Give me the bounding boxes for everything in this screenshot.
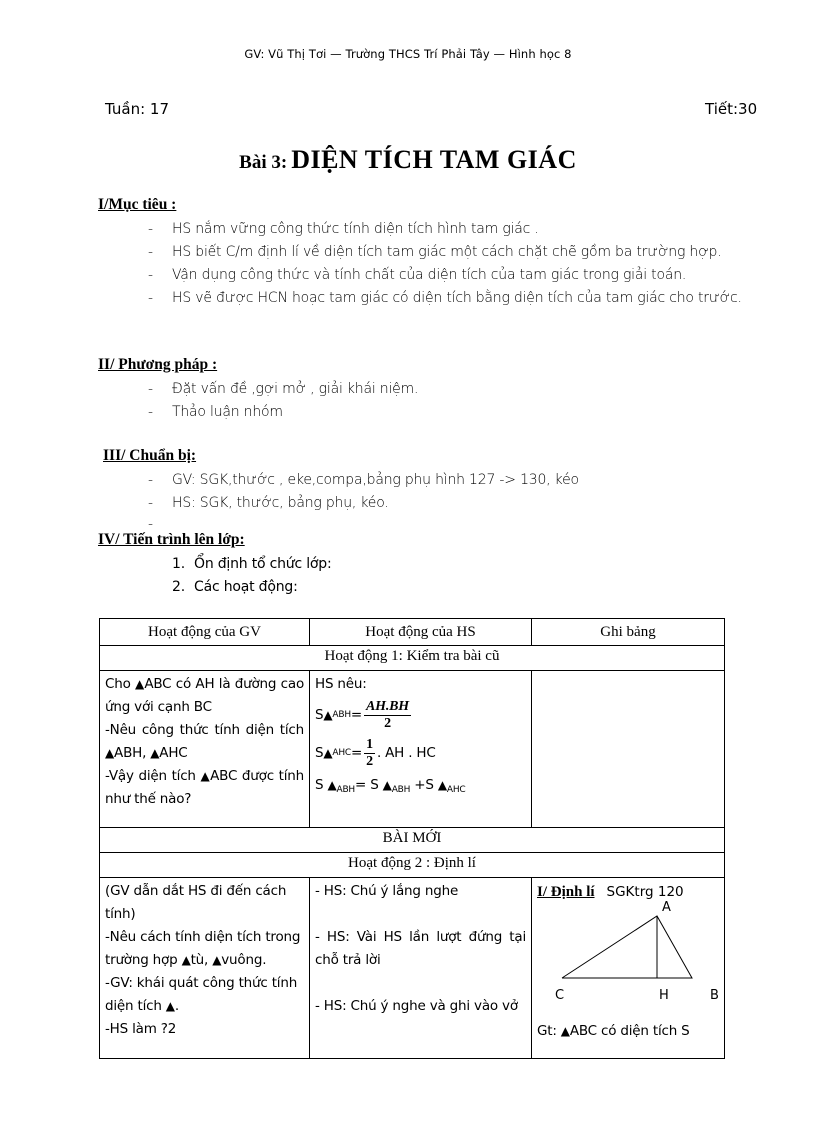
list-item: 1. Ổn định tổ chức lớp: [172,556,332,572]
col-header-hs: Hoạt động của HS [310,619,532,646]
given-line: Gt: ▲ABC có diện tích S [537,1023,690,1039]
list-item: - HS biết C/m định lí về diện tích tam giác một cách chặt chẽ gồm ba trường hợp. [148,244,722,260]
objectives-heading: I/Mục tiêu : [98,196,177,213]
list-item: - HS nắm vững công thức tính diện tích hình tam giác . [148,221,539,237]
prep-list: - GV: SGK,thước , eke,compa,bảng phụ hình 127 -> 130, kéo - HS: SGK, thước, bảng phụ, kéo. - [148,469,778,515]
new-lesson-title: BÀI MỚI [100,828,725,853]
triangle-icon: ▲ [212,953,222,967]
activity1-gv-cell: Cho ▲ABC có AH là đường cao ứng với cạnh BC -Nêu công thức tính diện tích ▲ABH, ▲AHC -Vậy diện tích ▲ABC được tính như thế nào? [100,671,310,828]
triangle-icon: ▲ [382,778,392,792]
procedure-steps [172,553,331,599]
triangle-icon: ▲ [150,746,160,760]
activity1-board-cell [532,671,725,828]
fraction: $\frac{1}{2}$ [366,736,373,769]
activity1-hs-cell: HS nêu: S ▲ ABH = $\frac{AH.BH}{2}$ S ▲ AHC = $\frac{1}{2}$ . AH . HC S $▲_{ABH}= S$ $▲_{ABH} +S$ $▲_{AHC}$ [310,671,532,828]
table-row [100,828,725,853]
col-header-gv: Hoạt động của GV [100,619,310,646]
vertex-c-label: C [555,988,565,1003]
triangle-icon: ▲ [200,769,211,783]
vertex-a-label: A [662,900,671,915]
method-heading: II/ Phương pháp : [98,356,218,373]
list-item: 2. Các hoạt động: [172,579,298,595]
col-header-board: Ghi bảng [532,619,725,646]
textbook-ref: SGKtrg 120 [606,884,684,900]
triangle-icon: ▲ [323,707,333,722]
page-header: GV: Vũ Thị Tơi — Trường THCS Trí Phải Tây — Hình học 8 [244,47,572,61]
activity2-board-cell [532,878,725,1059]
triangle-icon: ▲ [327,778,337,792]
list-item: - HS: SGK, thước, bảng phụ, kéo. [148,495,389,511]
week-label: Tuần: 17 [105,100,169,118]
triangle-icon: ▲ [105,746,115,760]
table-row [100,671,725,828]
formula-sum: S $▲_{ABH}= S$ $▲_{ABH} +S$ $▲_{AHC}$ [315,777,466,795]
table-row [100,878,725,1059]
triangle-icon: ▲ [135,677,145,691]
vertex-b-label: B [710,988,719,1003]
triangle-figure [537,900,719,1018]
list-item: - Đặt vấn đề ,gợi mở , giải khái niệm. [148,381,419,397]
activity1-title: Hoạt động 1: Kiểm tra bài cũ [100,646,725,671]
method-list [148,378,778,424]
vertex-h-label: H [659,988,669,1003]
list-item: - Vận dụng công thức và tính chất của diện tích của tam giác trong giải toán. [148,267,687,283]
procedure-heading: IV/ Tiến trình lên lớp: [98,531,245,548]
period-label: Tiết:30 [705,100,758,118]
page-title [0,145,816,175]
triangle-icon: ▲ [323,745,333,760]
activity2-hs-cell: - HS: Chú ý lắng nghe - HS: Vài HS lần lượt đứng tại chỗ trả lời - HS: Chú ý nghe và ghi vào vở [310,878,532,1059]
triangle-icon: ▲ [165,999,175,1013]
triangle-icon: ▲ [560,1024,570,1038]
theorem-heading: I/ Định lí [537,884,595,900]
activities-table [99,618,725,1059]
triangle-icon: ▲ [181,953,191,967]
list-item: - HS vẽ được HCN hoạc tam giác có diện tích bằng diện tích của tam giác cho trước. [148,290,742,306]
lesson-name: DIỆN TÍCH TAM GIÁC [291,145,577,174]
list-item: - Thảo luận nhóm [148,404,283,420]
table-row [100,853,725,878]
triangle-icon: ▲ [437,778,447,792]
table-row [100,646,725,671]
fraction: $\frac{AH.BH}{2}$ [366,698,409,731]
prep-heading: III/ Chuẩn bị: [103,447,197,464]
formula-abh: S ▲ ABH = $\frac{AH.BH}{2}$ [315,698,409,731]
table-header-row [100,619,725,646]
activity2-gv-cell: (GV dẫn dắt HS đi đến cách tính) -Nêu cách tính diện tích trong trường hợp ▲tù, ▲vuông. -GV: khái quát công thức tính diện tích ▲. -HS làm ?2 [100,878,310,1059]
formula-ahc: S ▲ AHC = $\frac{1}{2}$ . AH . HC [315,736,436,769]
activity2-title: Hoạt động 2 : Định lí [100,853,725,878]
objectives-list [148,218,778,310]
lesson-number: Bài 3: [239,152,288,173]
list-item: - GV: SGK,thước , eke,compa,bảng phụ hình 127 -> 130, kéo [148,472,579,488]
